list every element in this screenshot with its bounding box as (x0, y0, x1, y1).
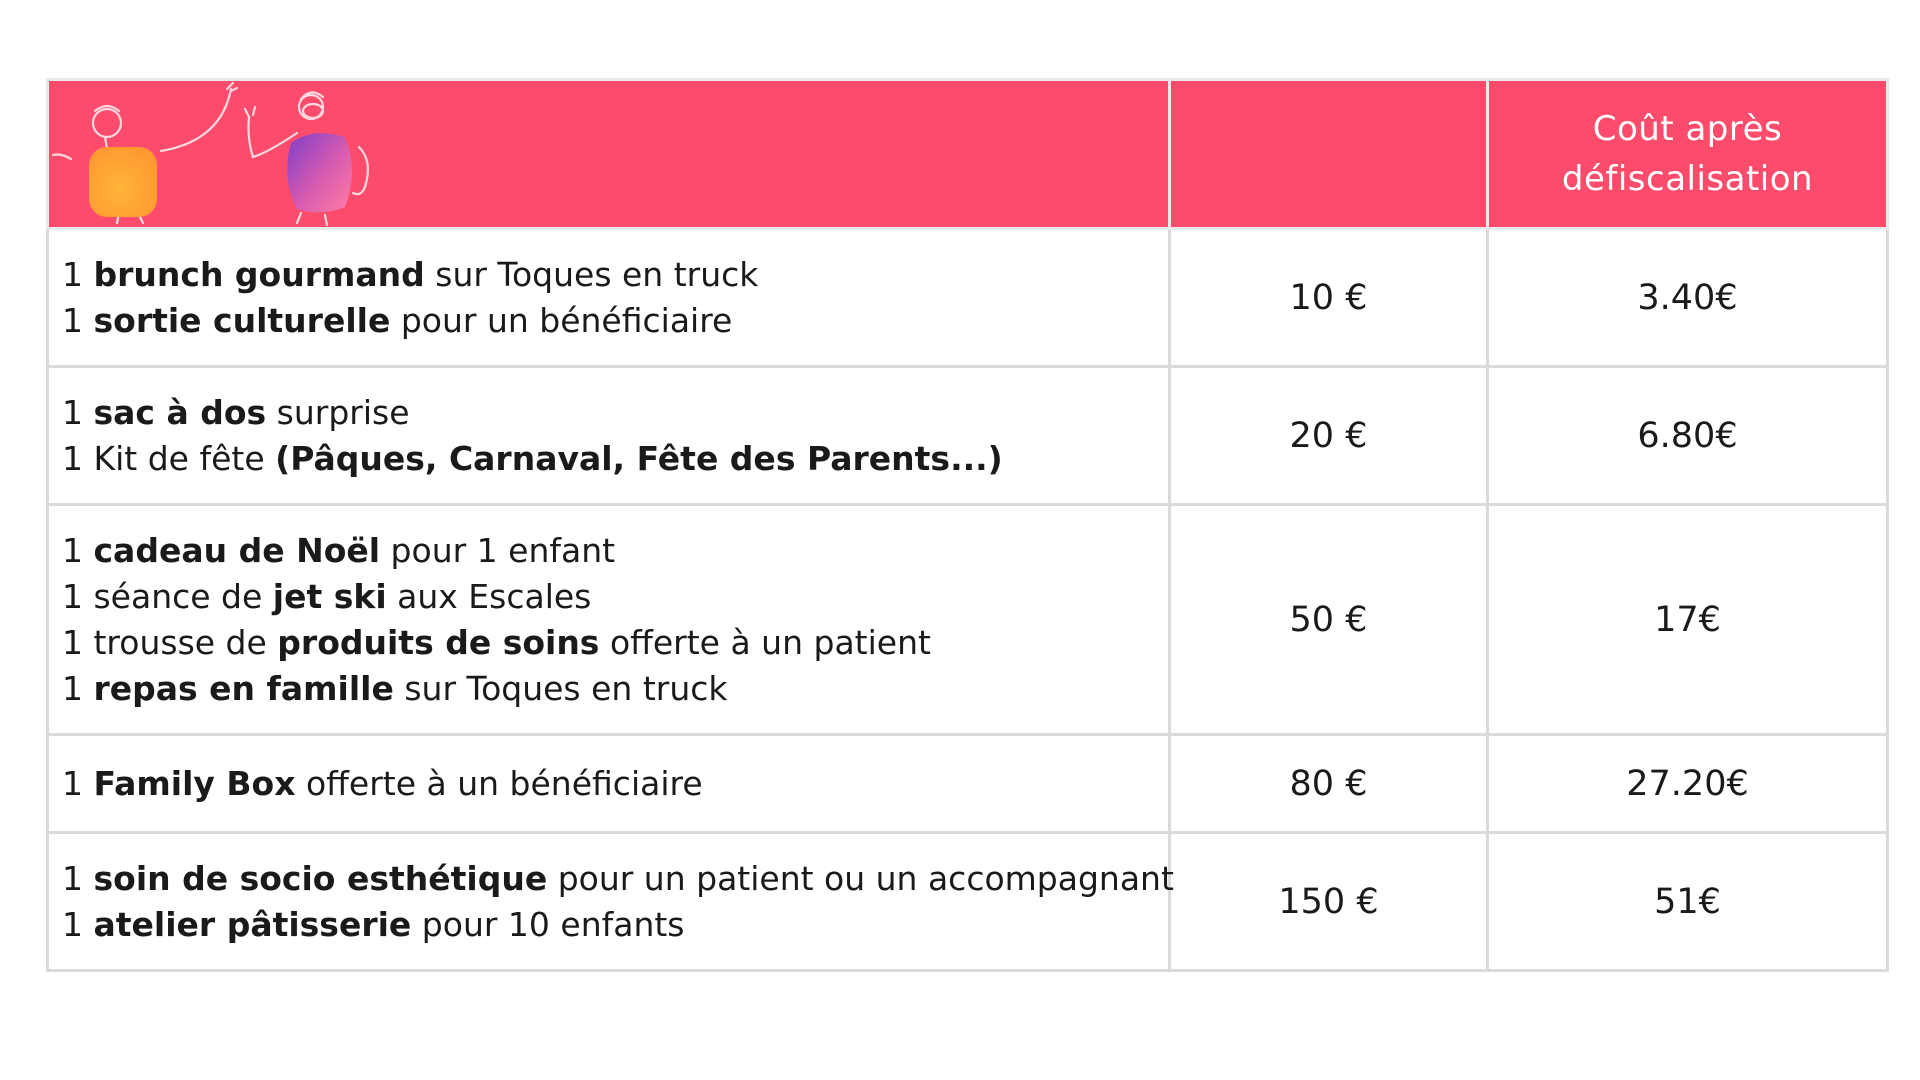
description-line (62, 856, 1174, 902)
table-header-row (48, 80, 1888, 229)
cost-cell: 27.20€ (1488, 735, 1888, 833)
description-bold-text: cadeau de Noël (93, 530, 381, 570)
description-text: 1 Kit de fête (62, 438, 276, 478)
cost-cell: 51€ (1488, 833, 1888, 971)
description-line (62, 298, 1168, 344)
description-text: 1 trousse de (62, 622, 278, 662)
description-text: offerte à un patient (599, 622, 931, 662)
description-text: surprise (266, 392, 410, 432)
description-bold-text: sac à dos (93, 392, 267, 432)
description-cell (48, 505, 1170, 735)
price-cell: 50 € (1170, 505, 1488, 735)
description-text: 1 (62, 858, 94, 898)
description-cell (48, 833, 1174, 971)
description-text: 1 (62, 300, 94, 340)
description-line (62, 761, 1168, 807)
description-line (62, 390, 1168, 436)
description-text: sur Toques en truck (424, 254, 759, 294)
description-text: pour 10 enfants (411, 904, 685, 944)
table-row (48, 833, 1888, 971)
description-bold-text: jet ski (272, 576, 387, 616)
description-bold-text: atelier pâtisserie (93, 904, 412, 944)
description-line (62, 620, 1168, 666)
description-text: 1 (62, 530, 94, 570)
description-text: offerte à un bénéficiaire (295, 763, 703, 803)
description-text: pour un bénéficiaire (390, 300, 733, 340)
cost-cell: 17€ (1488, 505, 1888, 735)
header-cost-line-2: défiscalisation (1561, 159, 1814, 199)
description-bold-text: repas en famille (93, 668, 394, 708)
header-cost-after-tax (1488, 80, 1888, 229)
description-cell (48, 367, 1170, 505)
description-text: 1 (62, 904, 94, 944)
description-bold-text: Family Box (93, 763, 296, 803)
table-row (48, 367, 1888, 505)
description-text: pour 1 enfant (380, 530, 616, 570)
description-line (62, 252, 1168, 298)
description-bold-text: brunch gourmand (93, 254, 425, 294)
table-row (48, 505, 1888, 735)
description-text: pour un patient ou un accompagnant (547, 858, 1174, 898)
description-line (62, 666, 1168, 712)
characters-illustration (49, 81, 409, 227)
price-cell: 150 € (1170, 833, 1488, 971)
description-text: 1 (62, 392, 94, 432)
description-line (62, 528, 1168, 574)
price-cell: 80 € (1170, 735, 1488, 833)
description-cell (48, 735, 1170, 833)
header-illustration-cell (48, 80, 1170, 229)
description-bold-text: soin de socio esthétique (93, 858, 548, 898)
table-row (48, 229, 1888, 367)
description-text: 1 (62, 763, 94, 803)
description-text: 1 séance de (62, 576, 273, 616)
character-orange-body (89, 147, 157, 217)
header-cost-line-1: Coût après (1592, 109, 1783, 149)
pricing-table (46, 78, 1889, 972)
description-text: sur Toques en truck (393, 668, 728, 708)
cost-cell: 3.40€ (1488, 229, 1888, 367)
cost-cell: 6.80€ (1488, 367, 1888, 505)
description-line (62, 902, 1168, 948)
description-text: aux Escales (386, 576, 592, 616)
table-row (48, 735, 1888, 833)
description-line (62, 436, 1168, 482)
description-bold-text: sortie culturelle (93, 300, 391, 340)
price-cell: 20 € (1170, 367, 1488, 505)
description-text: 1 (62, 254, 94, 294)
description-text: 1 (62, 668, 94, 708)
price-cell: 10 € (1170, 229, 1488, 367)
description-bold-text: produits de soins (277, 622, 600, 662)
description-cell (48, 229, 1170, 367)
description-bold-text: (Pâques, Carnaval, Fête des Parents...) (275, 438, 1003, 478)
character-purple-body (287, 133, 352, 212)
header-price (1170, 80, 1488, 229)
description-line (62, 574, 1168, 620)
